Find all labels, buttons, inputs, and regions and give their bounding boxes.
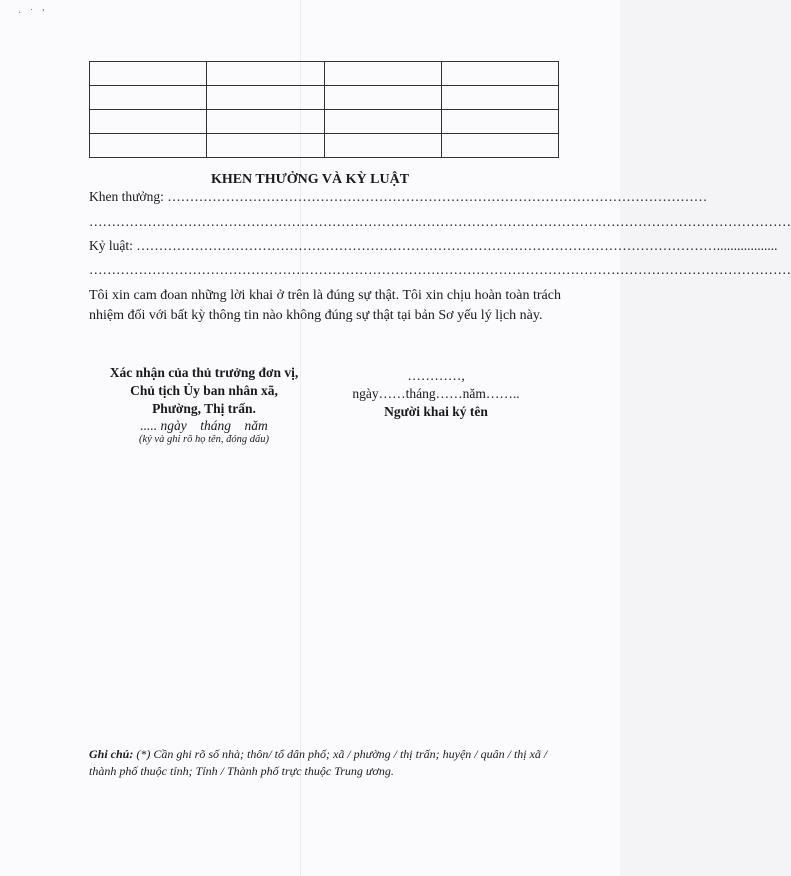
table-cell: [324, 62, 441, 86]
table-cell: [90, 134, 207, 158]
reward-label: Khen thưởng:: [89, 189, 164, 204]
table-row: [90, 62, 559, 86]
table-cell: [441, 86, 558, 110]
discipline-dots: …………………………………………………………………………………………………………………..................: [132, 238, 778, 253]
confirm-line-3: Phường, Thị trấn.: [152, 401, 256, 416]
table-cell: [90, 86, 207, 110]
table-row: [90, 134, 559, 158]
table-row: [90, 110, 559, 134]
confirm-date: ..... ngày tháng năm: [140, 418, 268, 433]
confirm-sign-note: (ký và ghi rõ họ tên, đóng dấu): [138, 434, 270, 445]
discipline-line: [89, 238, 778, 254]
reward-dots: …………………………………………………………………………………………………………: [163, 189, 708, 204]
reward-line: [89, 189, 708, 205]
table-cell: [207, 110, 324, 134]
table-cell: [441, 62, 558, 86]
declarant-place: …………,: [407, 368, 465, 383]
table-cell: [207, 134, 324, 158]
discipline-label: Kỷ luật:: [89, 238, 133, 253]
reward-line-2: …………………………………………………………………………………………………………………………………………: [89, 214, 791, 229]
declarant-date: ngày……tháng……năm……..: [352, 386, 520, 401]
note-text: (*) Cần ghi rõ số nhà; thôn/ tổ dân phố; xã / phường / thị trấn; huyện / quân / thị xã / thành phố thuộc tỉnh; Tỉnh / Thành phố trực thuộc Trung ương.: [89, 747, 548, 778]
scan-specks: · ˙ ’: [18, 8, 48, 19]
confirmation-block: [88, 364, 320, 445]
confirm-line-1: Xác nhận của thủ trưởng đơn vị,: [109, 365, 299, 380]
table-cell: [324, 134, 441, 158]
table-cell: [441, 110, 558, 134]
commitment-paragraph: Tôi xin cam đoan những lời khai ở trên là đúng sự thật. Tôi xin chịu hoàn toàn trách nhiệm đối với bất kỳ thông tin nào không đúng sự thật tại bản Sơ yếu lý lịch này.: [89, 288, 561, 323]
discipline-line-2: …………………………………………………………………………………………………………………………………………: [89, 262, 791, 277]
note-label: Ghi chú:: [89, 747, 134, 761]
table-cell: [207, 62, 324, 86]
footnote: [89, 746, 561, 780]
table-cell: [441, 134, 558, 158]
table-cell: [324, 110, 441, 134]
declarant-title: Người khai ký tên: [384, 404, 488, 419]
confirm-line-2: Chủ tịch Ủy ban nhân xã,: [130, 383, 278, 398]
table-cell: [207, 86, 324, 110]
table-cell: [324, 86, 441, 110]
table-cell: [90, 62, 207, 86]
table-cell: [90, 110, 207, 134]
empty-table: [89, 61, 559, 158]
declarant-block: [330, 367, 542, 421]
section-heading: KHEN THƯỞNG VÀ KỲ LUẬT: [210, 172, 410, 187]
table-row: [90, 86, 559, 110]
